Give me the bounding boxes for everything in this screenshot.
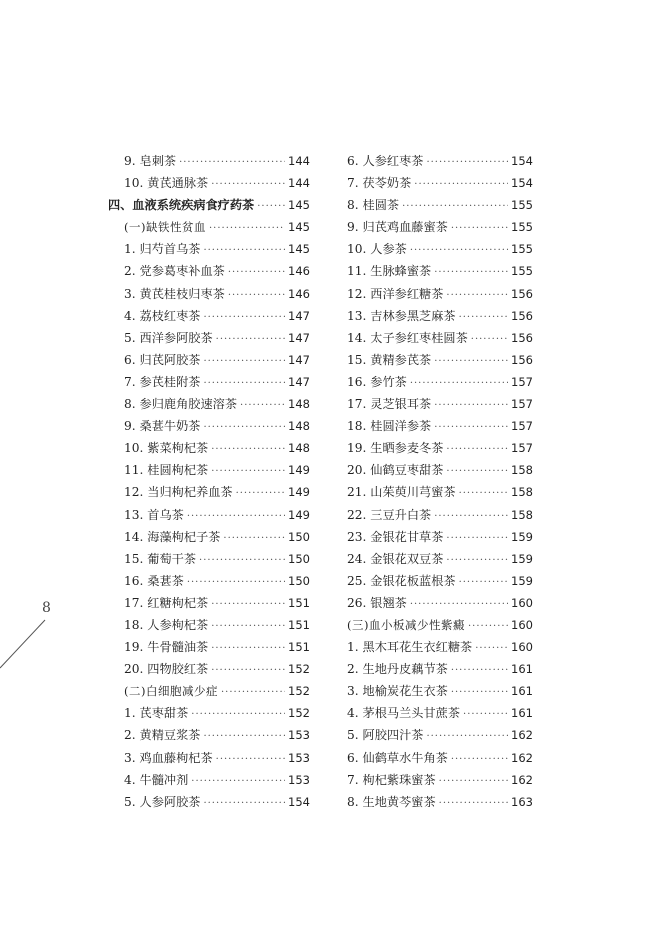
toc-leader-dots: [410, 373, 508, 395]
toc-entry[interactable]: [108, 481, 308, 503]
toc-entry-title: (二)白细胞减少症: [124, 684, 218, 699]
toc-entry[interactable]: [331, 260, 531, 282]
toc-page-number: 147: [288, 330, 310, 345]
toc-entry-title: 4. 荔枝红枣茶: [124, 308, 201, 323]
toc-leader-dots: [446, 285, 508, 307]
toc-page-number: 148: [288, 441, 310, 456]
toc-leader-dots: [446, 461, 508, 483]
toc-entry-title: 15. 葡萄干茶: [124, 551, 197, 566]
toc-page-number: 162: [511, 750, 533, 765]
toc-leader-dots: [434, 395, 508, 417]
toc-page-number: 157: [511, 441, 533, 456]
toc-leader-dots: [223, 528, 285, 550]
toc-page-number: 158: [511, 507, 533, 522]
toc-page-number: 153: [288, 750, 310, 765]
toc-page-number: 145: [288, 242, 310, 257]
toc-leader-dots: [203, 307, 285, 329]
toc-page-number: 146: [288, 286, 310, 301]
toc-page-number: 150: [288, 573, 310, 588]
toc-leader-dots: [203, 351, 285, 373]
toc-page-number: 154: [511, 176, 533, 191]
toc-page-number: 158: [511, 485, 533, 500]
toc-page-number: 155: [511, 242, 533, 257]
toc-entry[interactable]: [331, 437, 531, 459]
toc-entry[interactable]: [331, 526, 531, 548]
toc-entry-title: 18. 桂圆洋参茶: [347, 419, 432, 434]
toc-page-number: 148: [288, 397, 310, 412]
toc-entry[interactable]: [331, 769, 531, 791]
toc-entry[interactable]: [331, 172, 531, 194]
toc-leader-dots: [236, 483, 285, 505]
toc-entry-title: 4. 牛髓冲剂: [124, 772, 189, 787]
toc-entry-title: 6. 仙鹤草水牛角茶: [347, 750, 448, 765]
toc-leader-dots: [426, 152, 508, 174]
toc-entry[interactable]: [108, 724, 308, 746]
toc-leader-dots: [187, 572, 285, 594]
toc-entry-title: 11. 生脉蜂蜜茶: [347, 264, 432, 279]
toc-leader-dots: [463, 704, 508, 726]
toc-leader-dots: [187, 506, 285, 528]
toc-page-number: 163: [511, 794, 533, 809]
toc-entry-title: 10. 黄芪通脉茶: [124, 176, 209, 191]
toc-entry[interactable]: [108, 658, 308, 680]
toc-leader-dots: [199, 550, 285, 572]
toc-leader-dots: [203, 726, 285, 748]
toc-leader-dots: [209, 218, 285, 240]
toc-entry-title: 23. 金银花甘草茶: [347, 529, 444, 544]
toc-entry-title: (三)血小板减少性紫癜: [347, 617, 465, 632]
toc-entry[interactable]: [331, 724, 531, 746]
toc-entry-title: 19. 牛骨髓油茶: [124, 640, 209, 655]
toc-entry-title: 5. 阿胶四汁茶: [347, 728, 424, 743]
toc-entry-title: 1. 归芍首乌茶: [124, 242, 201, 257]
toc-leader-dots: [211, 461, 285, 483]
toc-entry-title: 17. 红糖枸杞茶: [124, 595, 209, 610]
toc-entry[interactable]: [331, 194, 531, 216]
toc-leader-dots: [211, 660, 285, 682]
toc-entry-title: 12. 当归枸杞养血茶: [124, 485, 233, 500]
toc-leader-dots: [434, 417, 508, 439]
toc-page-number: 147: [288, 352, 310, 367]
toc-leader-dots: [459, 307, 508, 329]
toc-entry[interactable]: [108, 459, 308, 481]
toc-page-number: 147: [288, 374, 310, 389]
toc-entry[interactable]: [108, 570, 308, 592]
toc-leader-dots: [410, 240, 508, 262]
toc-entry[interactable]: [108, 702, 308, 724]
toc-entry[interactable]: [331, 747, 531, 769]
toc-page-number: 155: [511, 220, 533, 235]
toc-entry[interactable]: [108, 238, 308, 260]
toc-entry[interactable]: [108, 548, 308, 570]
toc-entry[interactable]: [108, 305, 308, 327]
toc-leader-dots: [459, 483, 508, 505]
toc-entry[interactable]: [108, 592, 308, 614]
toc-entry[interactable]: [108, 614, 308, 636]
toc-entry-title: 22. 三豆升白茶: [347, 507, 432, 522]
toc-page-number: 149: [288, 463, 310, 478]
toc-entry[interactable]: [331, 570, 531, 592]
toc-leader-dots: [468, 616, 508, 638]
toc-page-number: 156: [511, 286, 533, 301]
toc-leader-dots: [446, 550, 508, 572]
toc-leader-dots: [451, 660, 508, 682]
toc-leader-dots: [203, 240, 285, 262]
toc-entry-title: 13. 吉林参黑芝麻茶: [347, 308, 456, 323]
toc-entry-title: 10. 人参茶: [347, 242, 407, 257]
toc-entry-title: 1. 芪枣甜茶: [124, 706, 189, 721]
toc-entry[interactable]: [108, 349, 308, 371]
toc-entry[interactable]: [108, 636, 308, 658]
toc-entry[interactable]: [108, 327, 308, 349]
toc-leader-dots: [434, 351, 508, 373]
toc-entry-title: 19. 生晒参麦冬茶: [347, 441, 444, 456]
toc-page-number: 147: [288, 308, 310, 323]
toc-entry[interactable]: [331, 238, 531, 260]
toc-entry[interactable]: [331, 371, 531, 393]
toc-entry[interactable]: [331, 349, 531, 371]
toc-entry-title: 21. 山茱萸川芎蜜茶: [347, 485, 456, 500]
toc-leader-dots: [221, 682, 285, 704]
toc-leader-dots: [410, 594, 508, 616]
toc-entry[interactable]: [331, 459, 531, 481]
toc-page-number: 144: [288, 176, 310, 191]
toc-entry-title: 5. 人参阿胶茶: [124, 794, 201, 809]
toc-entry[interactable]: [331, 327, 531, 349]
toc-page-number: 160: [511, 640, 533, 655]
toc-entry[interactable]: [108, 371, 308, 393]
toc-entry-title: 9. 归芪鸡血藤蜜茶: [347, 220, 448, 235]
toc-entry-title: 8. 生地黄芩蜜茶: [347, 794, 436, 809]
toc-entry-title: 8. 桂圆茶: [347, 198, 400, 213]
toc-leader-dots: [191, 771, 285, 793]
toc-page-number: 152: [288, 684, 310, 699]
toc-entry-title: 15. 黄精参芪茶: [347, 352, 432, 367]
toc-entry-title: 24. 金银花双豆茶: [347, 551, 444, 566]
toc-page-number: 149: [288, 485, 310, 500]
toc-leader-dots: [228, 262, 285, 284]
toc-page-number: 156: [511, 352, 533, 367]
toc-entry-title: 3. 鸡血藤枸杞茶: [124, 750, 213, 765]
toc-entry[interactable]: [108, 437, 308, 459]
toc-entry-title: 8. 参归鹿角胶速溶茶: [124, 397, 238, 412]
toc-entry[interactable]: [331, 592, 531, 614]
toc-leader-dots: [211, 439, 285, 461]
toc-page-number: 161: [511, 662, 533, 677]
toc-leader-dots: [211, 174, 285, 196]
toc-leader-dots: [191, 704, 285, 726]
toc-leader-dots: [257, 196, 285, 218]
toc-entry-title: 9. 皂刺茶: [124, 154, 177, 168]
toc-entry[interactable]: [108, 393, 308, 415]
toc-leader-dots: [446, 439, 508, 461]
toc-entry[interactable]: [108, 172, 308, 194]
toc-entry-title: 7. 茯苓奶茶: [347, 176, 412, 191]
toc-entry[interactable]: [108, 791, 308, 813]
toc-entry-title: 7. 参芪桂附茶: [124, 374, 201, 389]
toc-leader-dots: [179, 152, 285, 174]
toc-entry[interactable]: [331, 305, 531, 327]
toc-page-number: 158: [511, 463, 533, 478]
toc-leader-dots: [211, 616, 285, 638]
toc-leader-dots: [439, 771, 508, 793]
toc-leader-dots: [414, 174, 508, 196]
toc-page-number: 146: [288, 264, 310, 279]
toc-page-number: 154: [511, 154, 533, 168]
toc-page-number: 149: [288, 507, 310, 522]
toc-entry[interactable]: [108, 769, 308, 791]
toc-entry[interactable]: [331, 150, 531, 172]
toc-entry[interactable]: [331, 216, 531, 238]
toc-section-heading[interactable]: [108, 680, 308, 702]
toc-entry-title: 25. 金银花板蓝根茶: [347, 573, 456, 588]
toc-leader-dots: [451, 218, 508, 240]
toc-page-number: 151: [288, 595, 310, 610]
toc-leader-dots: [228, 285, 285, 307]
toc-entry[interactable]: [108, 150, 308, 172]
toc-leader-dots: [216, 329, 285, 351]
toc-entry[interactable]: [108, 504, 308, 526]
toc-entry-title: 1. 黑木耳花生衣红糖茶: [347, 640, 473, 655]
toc-leader-dots: [434, 262, 508, 284]
toc-leader-dots: [203, 373, 285, 395]
toc-leader-dots: [203, 417, 285, 439]
toc-page-number: 159: [511, 573, 533, 588]
toc-entry[interactable]: [331, 548, 531, 570]
toc-entry[interactable]: [331, 481, 531, 503]
toc-entry[interactable]: [331, 791, 531, 813]
toc-entry-title: 14. 太子参红枣桂圆茶: [347, 330, 468, 345]
toc-entry-title: 14. 海藻枸杞子茶: [124, 529, 221, 544]
toc-page-number: 144: [288, 154, 310, 168]
toc-entry[interactable]: [108, 747, 308, 769]
toc-page-number: 148: [288, 419, 310, 434]
toc-page-number: 145: [288, 220, 310, 235]
toc-entry-title: 3. 黄芪桂枝归枣茶: [124, 286, 225, 301]
toc-entry-title: 2. 党参葛枣补血茶: [124, 264, 225, 279]
toc-entry[interactable]: [108, 415, 308, 437]
toc-entry-title: 2. 生地丹皮藕节茶: [347, 662, 448, 677]
toc-entry[interactable]: [108, 526, 308, 548]
toc-page-number: 150: [288, 551, 310, 566]
toc-entry-title: 13. 首乌茶: [124, 507, 184, 522]
toc-leader-dots: [240, 395, 285, 417]
toc-entry-title: 6. 人参红枣茶: [347, 154, 424, 168]
toc-leader-dots: [471, 329, 508, 351]
toc-section-heading[interactable]: [331, 614, 531, 636]
toc-entry-title: 3. 地榆炭花生衣茶: [347, 684, 448, 699]
toc-entry-title: 16. 桑葚茶: [124, 573, 184, 588]
toc-page-number: 161: [511, 684, 533, 699]
toc-entry[interactable]: [331, 636, 531, 658]
toc-entry-title: 5. 西洋参阿胶茶: [124, 330, 213, 345]
toc-leader-dots: [216, 749, 285, 771]
toc-entry[interactable]: [331, 680, 531, 702]
toc-leader-dots: [439, 793, 508, 815]
toc-page-number: 157: [511, 397, 533, 412]
toc-leader-dots: [459, 572, 508, 594]
toc-page-number: 159: [511, 529, 533, 544]
toc-entry-title: 17. 灵芝银耳茶: [347, 397, 432, 412]
toc-leader-dots: [203, 793, 285, 815]
toc-page-number: 153: [288, 728, 310, 743]
toc-entry-title: 26. 银翘茶: [347, 595, 407, 610]
toc-page-number: 162: [511, 728, 533, 743]
toc-leader-dots: [475, 638, 508, 660]
toc-entry[interactable]: [108, 260, 308, 282]
toc-page-number: 151: [288, 640, 310, 655]
toc-page-number: 160: [511, 617, 533, 632]
corner-fold-line: [0, 618, 60, 678]
toc-leader-dots: [211, 638, 285, 660]
toc-page-number: 154: [288, 794, 310, 809]
toc-entry-title: (一)缺铁性贫血: [124, 220, 206, 235]
toc-page-number: 156: [511, 330, 533, 345]
toc-leader-dots: [402, 196, 508, 218]
toc-right-column: [331, 150, 531, 813]
toc-page-number: 152: [288, 706, 310, 721]
toc-entry[interactable]: [331, 393, 531, 415]
toc-entry-title: 2. 黄精豆浆茶: [124, 728, 201, 743]
toc-entry-title: 11. 桂圆枸杞茶: [124, 463, 209, 478]
toc-leader-dots: [211, 594, 285, 616]
toc-leader-dots: [446, 528, 508, 550]
toc-entry-title: 7. 枸杞紫珠蜜茶: [347, 772, 436, 787]
toc-page-number: 160: [511, 595, 533, 610]
toc-chapter-heading[interactable]: [108, 194, 308, 216]
toc-left-column: [108, 150, 308, 813]
toc-section-heading[interactable]: [108, 216, 308, 238]
toc-entry[interactable]: [331, 283, 531, 305]
toc-entry-title: 20. 仙鹤豆枣甜茶: [347, 463, 444, 478]
toc-leader-dots: [451, 749, 508, 771]
toc-leader-dots: [426, 726, 508, 748]
page-number: 8: [42, 600, 51, 616]
toc-entry-title: 20. 四物胶红茶: [124, 662, 209, 677]
toc-page-number: 155: [511, 264, 533, 279]
toc-entry-title: 12. 西洋参红糖茶: [347, 286, 444, 301]
toc-entry-title: 18. 人参枸杞茶: [124, 617, 209, 632]
toc-entry[interactable]: [331, 702, 531, 724]
toc-page-number: 152: [288, 662, 310, 677]
toc-page-number: 153: [288, 772, 310, 787]
toc-entry-title: 四、血液系统疾病食疗药茶: [108, 198, 255, 213]
toc-entry[interactable]: [108, 283, 308, 305]
toc-entry[interactable]: [331, 658, 531, 680]
toc-page-number: 145: [288, 198, 310, 213]
toc-entry-title: 6. 归芪阿胶茶: [124, 352, 201, 367]
toc-page-number: 150: [288, 529, 310, 544]
toc-entry[interactable]: [331, 415, 531, 437]
toc-page-number: 156: [511, 308, 533, 323]
toc-page-number: 159: [511, 551, 533, 566]
toc-page-number: 151: [288, 617, 310, 632]
toc-entry-title: 9. 桑葚牛奶茶: [124, 419, 201, 434]
toc-leader-dots: [451, 682, 508, 704]
toc-page-number: 157: [511, 419, 533, 434]
toc-entry-title: 4. 茅根马兰头甘蔗茶: [347, 706, 461, 721]
toc-entry[interactable]: [331, 504, 531, 526]
toc-page-number: 157: [511, 374, 533, 389]
toc-page-number: 162: [511, 772, 533, 787]
toc-leader-dots: [434, 506, 508, 528]
toc-entry-title: 16. 参竹茶: [347, 374, 407, 389]
toc-page-number: 155: [511, 198, 533, 213]
toc-page-number: 161: [511, 706, 533, 721]
toc-entry-title: 10. 紫菜枸杞茶: [124, 441, 209, 456]
